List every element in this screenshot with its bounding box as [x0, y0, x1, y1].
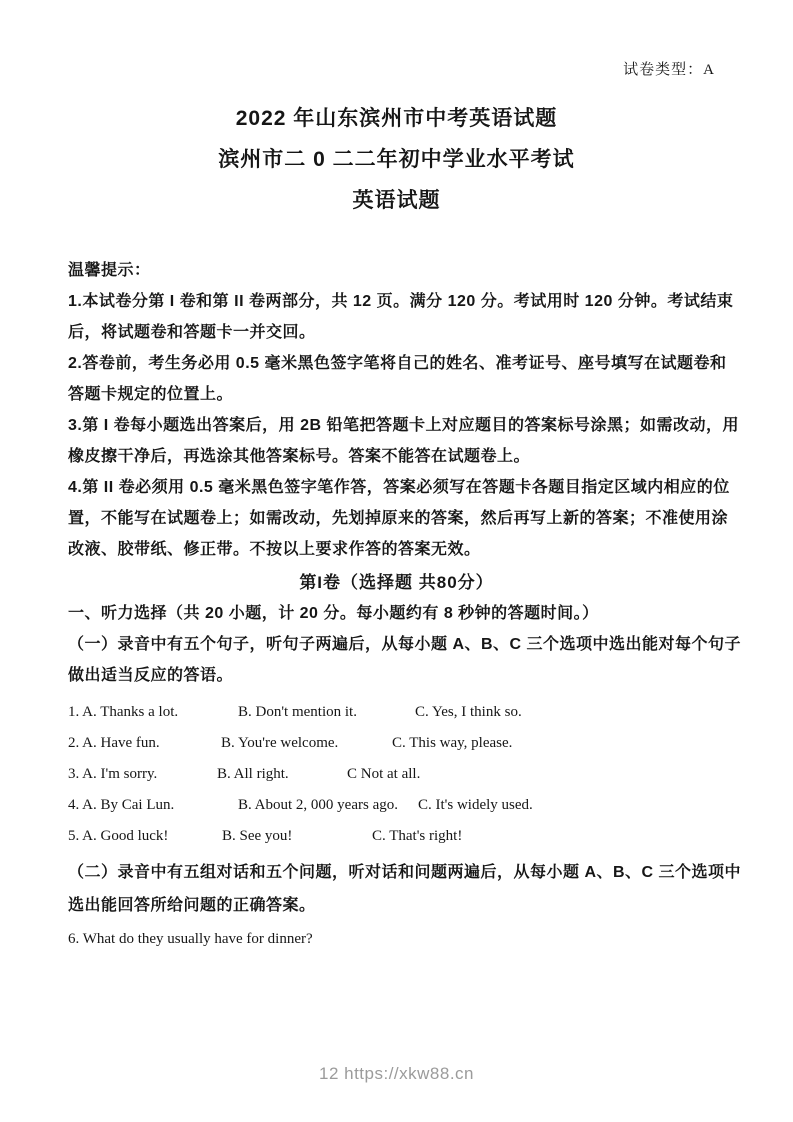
listening-title: 一、听力选择（共 20 小题，计 20 分。每小题约有 8 秒钟的答题时间。） [68, 605, 599, 622]
notice-item-2-line-2: 答题卡规定的位置上。 [68, 386, 234, 403]
question-1-option-a: 1. A. Thanks a lot. [68, 704, 179, 720]
question-5-option-b: B. See you! [222, 828, 293, 844]
question-3-option-c: C Not at all. [347, 766, 421, 782]
question-2-option-b: B. You're welcome. [221, 735, 339, 751]
notice-item-4-line-1: 4.第 II 卷必须用 0.5 毫米黑色签字笔作答，答案必须写在答题卡各题目指定区域内相应的位 [68, 479, 730, 496]
notice-item-1-line-2: 后，将试题卷和答题卡一并交回。 [68, 324, 316, 341]
notice-item-1-line-1: 1.本试卷分第 I 卷和第 II 卷两部分，共 12 页。满分 120 分。考试用时 120 分钟。考试结束 [68, 293, 734, 310]
question-4-option-c: C. It's widely used. [418, 797, 533, 813]
listening-questions-1-5 [68, 697, 725, 852]
question-1-option-b: B. Don't mention it. [238, 704, 357, 720]
page-footer: 12 https://xkw88.cn [318, 1064, 475, 1083]
question-2-option-c: C. This way, please. [392, 735, 513, 751]
notice-heading: 温馨提示： [68, 262, 151, 279]
exam-title-line-2: 滨州市二 0 二二年初中学业水平考试 [218, 148, 575, 171]
question-3-option-b: B. All right. [217, 766, 289, 782]
notice-item-2-line-1: 2.答卷前，考生务必用 0.5 毫米黑色签字笔将自己的姓名、准考证号、座号填写在试题卷和 [68, 355, 727, 372]
question-row-3 [68, 759, 725, 790]
notice-item-3-line-2: 橡皮擦干净后，再选涂其他答案标号。答案不能答在试题卷上。 [68, 448, 531, 465]
listening-section-two [68, 856, 742, 922]
question-2-option-a: 2. A. Have fun. [68, 735, 160, 751]
question-6-text: 6. What do they usually have for dinner? [68, 931, 313, 947]
paper-type-label: 试卷类型：A [623, 62, 715, 78]
section-two-intro-line-1: （二）录音中有五组对话和五个问题，听对话和问题两遍后，从每小题 A、B、C 三个选项中 [68, 864, 742, 881]
question-1-option-c: C. Yes, I think so. [415, 704, 522, 720]
exam-title-line-3: 英语试题 [352, 189, 441, 212]
exam-notice [68, 255, 740, 565]
question-3-option-a: 3. A. I'm sorry. [68, 766, 158, 782]
section-two-intro-line-2: 选出能回答所给问题的正确答案。 [68, 897, 316, 914]
question-4-option-b: B. About 2, 000 years ago. [238, 797, 398, 813]
question-row-2 [68, 728, 725, 759]
section-one-intro-line-2: 做出适当反应的答语。 [68, 667, 234, 684]
question-4-option-a: 4. A. By Cai Lun. [68, 797, 175, 813]
question-row-4 [68, 790, 725, 821]
question-5-option-c: C. That's right! [372, 828, 463, 844]
section-one-intro-line-1: （一）录音中有五个句子，听句子两遍后，从每小题 A、B、C 三个选项中选出能对每个句子 [68, 636, 742, 653]
part1-heading: 第I卷（选择题 共80分） [299, 573, 494, 592]
listening-section [68, 598, 742, 955]
notice-item-4-line-3: 改液、胶带纸、修正带。不按以上要求作答的答案无效。 [68, 541, 481, 558]
notice-item-3-line-1: 3.第 I 卷每小题选出答案后，用 2B 铅笔把答题卡上对应题目的答案标号涂黑；如需改动，用 [68, 417, 740, 434]
question-row-5 [68, 821, 725, 852]
notice-item-4-line-2: 置，不能写在试题卷上；如需改动，先划掉原来的答案，然后再写上新的答案；不准使用涂 [68, 510, 729, 527]
question-5-option-a: 5. A. Good luck! [68, 828, 169, 844]
exam-title-line-1: 2022 年山东滨州市中考英语试题 [235, 107, 558, 130]
question-row-1 [68, 697, 725, 728]
